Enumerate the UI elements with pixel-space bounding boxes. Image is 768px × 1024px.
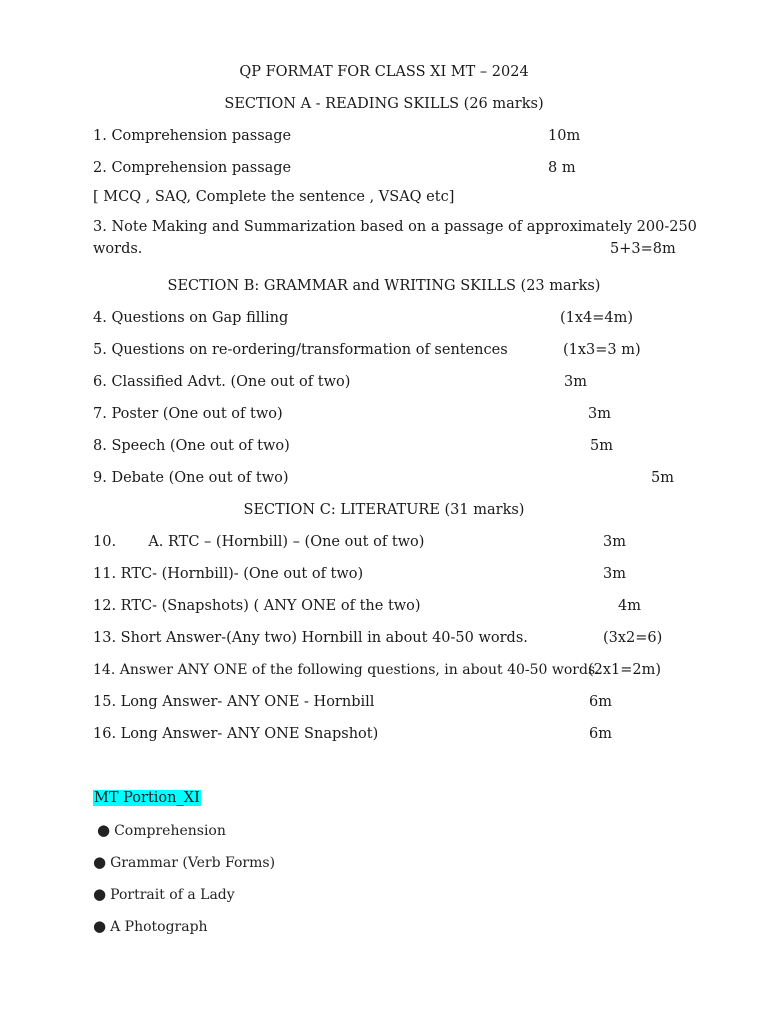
question-1: 1. Comprehension passage xyxy=(93,128,292,144)
question-7-marks: 3m xyxy=(588,406,611,422)
question-11: 11. RTC- (Hornbill)- (One out of two) xyxy=(93,566,364,582)
question-8-marks: 5m xyxy=(590,438,613,454)
portion-item-label: Portrait of a Lady xyxy=(110,887,235,903)
question-14-marks: (2x1=2m) xyxy=(588,662,662,678)
question-15: 15. Long Answer- ANY ONE - Hornbill xyxy=(93,694,375,710)
document-title: QP FORMAT FOR CLASS XI MT – 2024 xyxy=(239,64,529,80)
bullet-icon: ● xyxy=(97,821,111,839)
question-16: 16. Long Answer- ANY ONE Snapshot) xyxy=(93,726,379,742)
question-10: 10. A. RTC – (Hornbill) – (One out of two) xyxy=(93,534,425,550)
portion-item xyxy=(93,885,235,904)
question-3-line-1: 3. Note Making and Summarization based on a passage of approximately 200-250 xyxy=(93,219,697,235)
question-6-marks: 3m xyxy=(564,374,587,390)
question-16-marks: 6m xyxy=(589,726,612,742)
question-6: 6. Classified Advt. (One out of two) xyxy=(93,374,351,390)
bullet-icon: ● xyxy=(93,853,107,871)
portion-item-label: Comprehension xyxy=(114,823,226,839)
question-3-line-2: words. xyxy=(93,241,143,257)
question-3-marks: 5+3=8m xyxy=(610,241,676,257)
question-2-marks: 8 m xyxy=(548,160,576,176)
portion-item xyxy=(93,853,275,872)
portion-item-label: Grammar (Verb Forms) xyxy=(110,855,276,871)
section-b-heading: SECTION B: GRAMMAR and WRITING SKILLS (23 marks) xyxy=(167,278,601,294)
portion-heading xyxy=(93,789,201,807)
section-c-heading: SECTION C: LITERATURE (31 marks) xyxy=(243,502,525,518)
question-12: 12. RTC- (Snapshots) ( ANY ONE of the two) xyxy=(93,598,421,614)
portion-item xyxy=(93,917,208,936)
question-14: 14. Answer ANY ONE of the following questions, in about 40-50 words. xyxy=(93,662,600,678)
question-4-marks: (1x4=4m) xyxy=(560,310,634,326)
question-5-marks: (1x3=3 m) xyxy=(563,342,641,358)
question-9: 9. Debate (One out of two) xyxy=(93,470,289,486)
portion-item xyxy=(97,821,226,840)
question-2: 2. Comprehension passage xyxy=(93,160,292,176)
question-types-note: [ MCQ , SAQ, Complete the sentence , VSAQ etc] xyxy=(93,189,455,205)
bullet-icon: ● xyxy=(93,917,107,935)
question-5: 5. Questions on re-ordering/transformation of sentences xyxy=(93,342,508,358)
question-9-marks: 5m xyxy=(651,470,674,486)
question-13-marks: (3x2=6) xyxy=(603,630,663,646)
question-12-marks: 4m xyxy=(618,598,641,614)
question-4: 4. Questions on Gap filling xyxy=(93,310,289,326)
portion-heading-text: MT Portion_XI xyxy=(94,790,200,806)
portion-item-label: A Photograph xyxy=(110,919,208,935)
question-15-marks: 6m xyxy=(589,694,612,710)
section-a-heading: SECTION A - READING SKILLS (26 marks) xyxy=(224,96,544,112)
question-7: 7. Poster (One out of two) xyxy=(93,406,283,422)
question-8: 8. Speech (One out of two) xyxy=(93,438,290,454)
question-1-marks: 10m xyxy=(548,128,581,144)
question-10-marks: 3m xyxy=(603,534,626,550)
question-11-marks: 3m xyxy=(603,566,626,582)
bullet-icon: ● xyxy=(93,885,107,903)
question-13: 13. Short Answer-(Any two) Hornbill in about 40-50 words. xyxy=(93,630,528,646)
